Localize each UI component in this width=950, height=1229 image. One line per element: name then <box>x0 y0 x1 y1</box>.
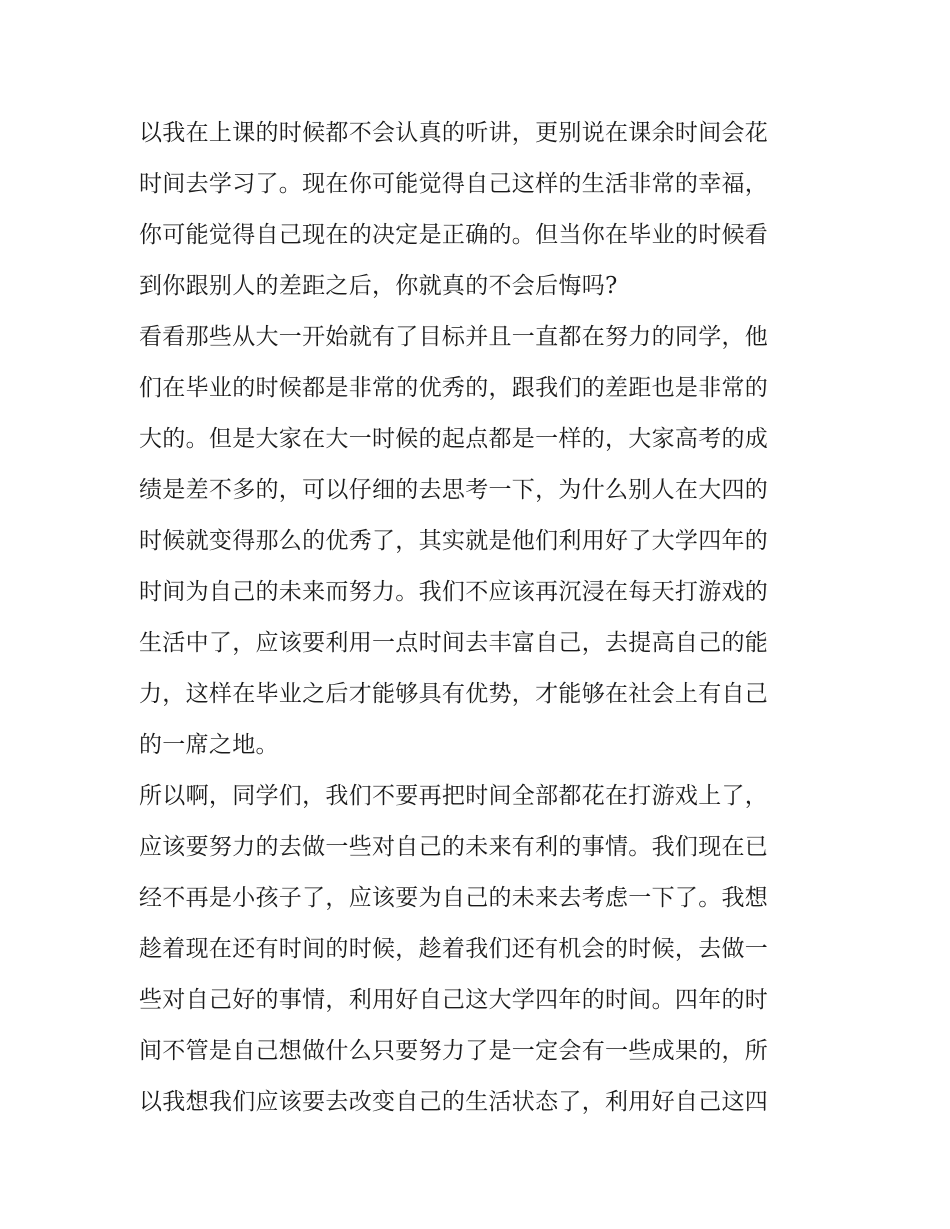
text-line: 应该要努力的去做一些对自己的未来有利的事情。我们现在已 <box>139 834 769 860</box>
text-line: 大的。但是大家在大一时候的起点都是一样的，大家高考的成 <box>139 426 769 452</box>
text-line: 所以啊，同学们，我们不要再把时间全部都花在打游戏上了， <box>139 783 769 809</box>
text-line: 经不再是小孩子了，应该要为自己的未来去考虑一下了。我想 <box>139 885 769 911</box>
text-line: 生活中了，应该要利用一点时间去丰富自己，去提高自己的能 <box>139 630 769 656</box>
text-line: 些对自己好的事情，利用好自己这大学四年的时间。四年的时 <box>139 987 769 1013</box>
text-line: 时间为自己的未来而努力。我们不应该再沉浸在每天打游戏的 <box>139 579 769 605</box>
text-line: 力，这样在毕业之后才能够具有优势，才能够在社会上有自己 <box>139 681 769 707</box>
text-line: 的一席之地。 <box>139 732 279 758</box>
text-line: 绩是差不多的，可以仔细的去思考一下，为什么别人在大四的 <box>139 477 769 503</box>
text-line: 到你跟别人的差距之后，你就真的不会后悔吗? <box>139 273 618 299</box>
text-line: 时间去学习了。现在你可能觉得自己这样的生活非常的幸福， <box>139 171 769 197</box>
text-line: 间不管是自己想做什么只要努力了是一定会有一些成果的，所 <box>139 1038 769 1064</box>
text-line: 以我想我们应该要去改变自己的生活状态了，利用好自己这四 <box>139 1089 769 1115</box>
text-line: 以我在上课的时候都不会认真的听讲，更别说在课余时间会花 <box>139 120 769 146</box>
text-line: 看看那些从大一开始就有了目标并且一直都在努力的同学，他 <box>139 324 769 350</box>
text-line: 们在毕业的时候都是非常的优秀的，跟我们的差距也是非常的 <box>139 375 769 401</box>
text-line: 趁着现在还有时间的时候，趁着我们还有机会的时候，去做一 <box>139 936 769 962</box>
text-line: 时候就变得那么的优秀了，其实就是他们利用好了大学四年的 <box>139 528 769 554</box>
body-text <box>139 108 829 1128</box>
text-line: 你可能觉得自己现在的决定是正确的。但当你在毕业的时候看 <box>139 222 769 248</box>
